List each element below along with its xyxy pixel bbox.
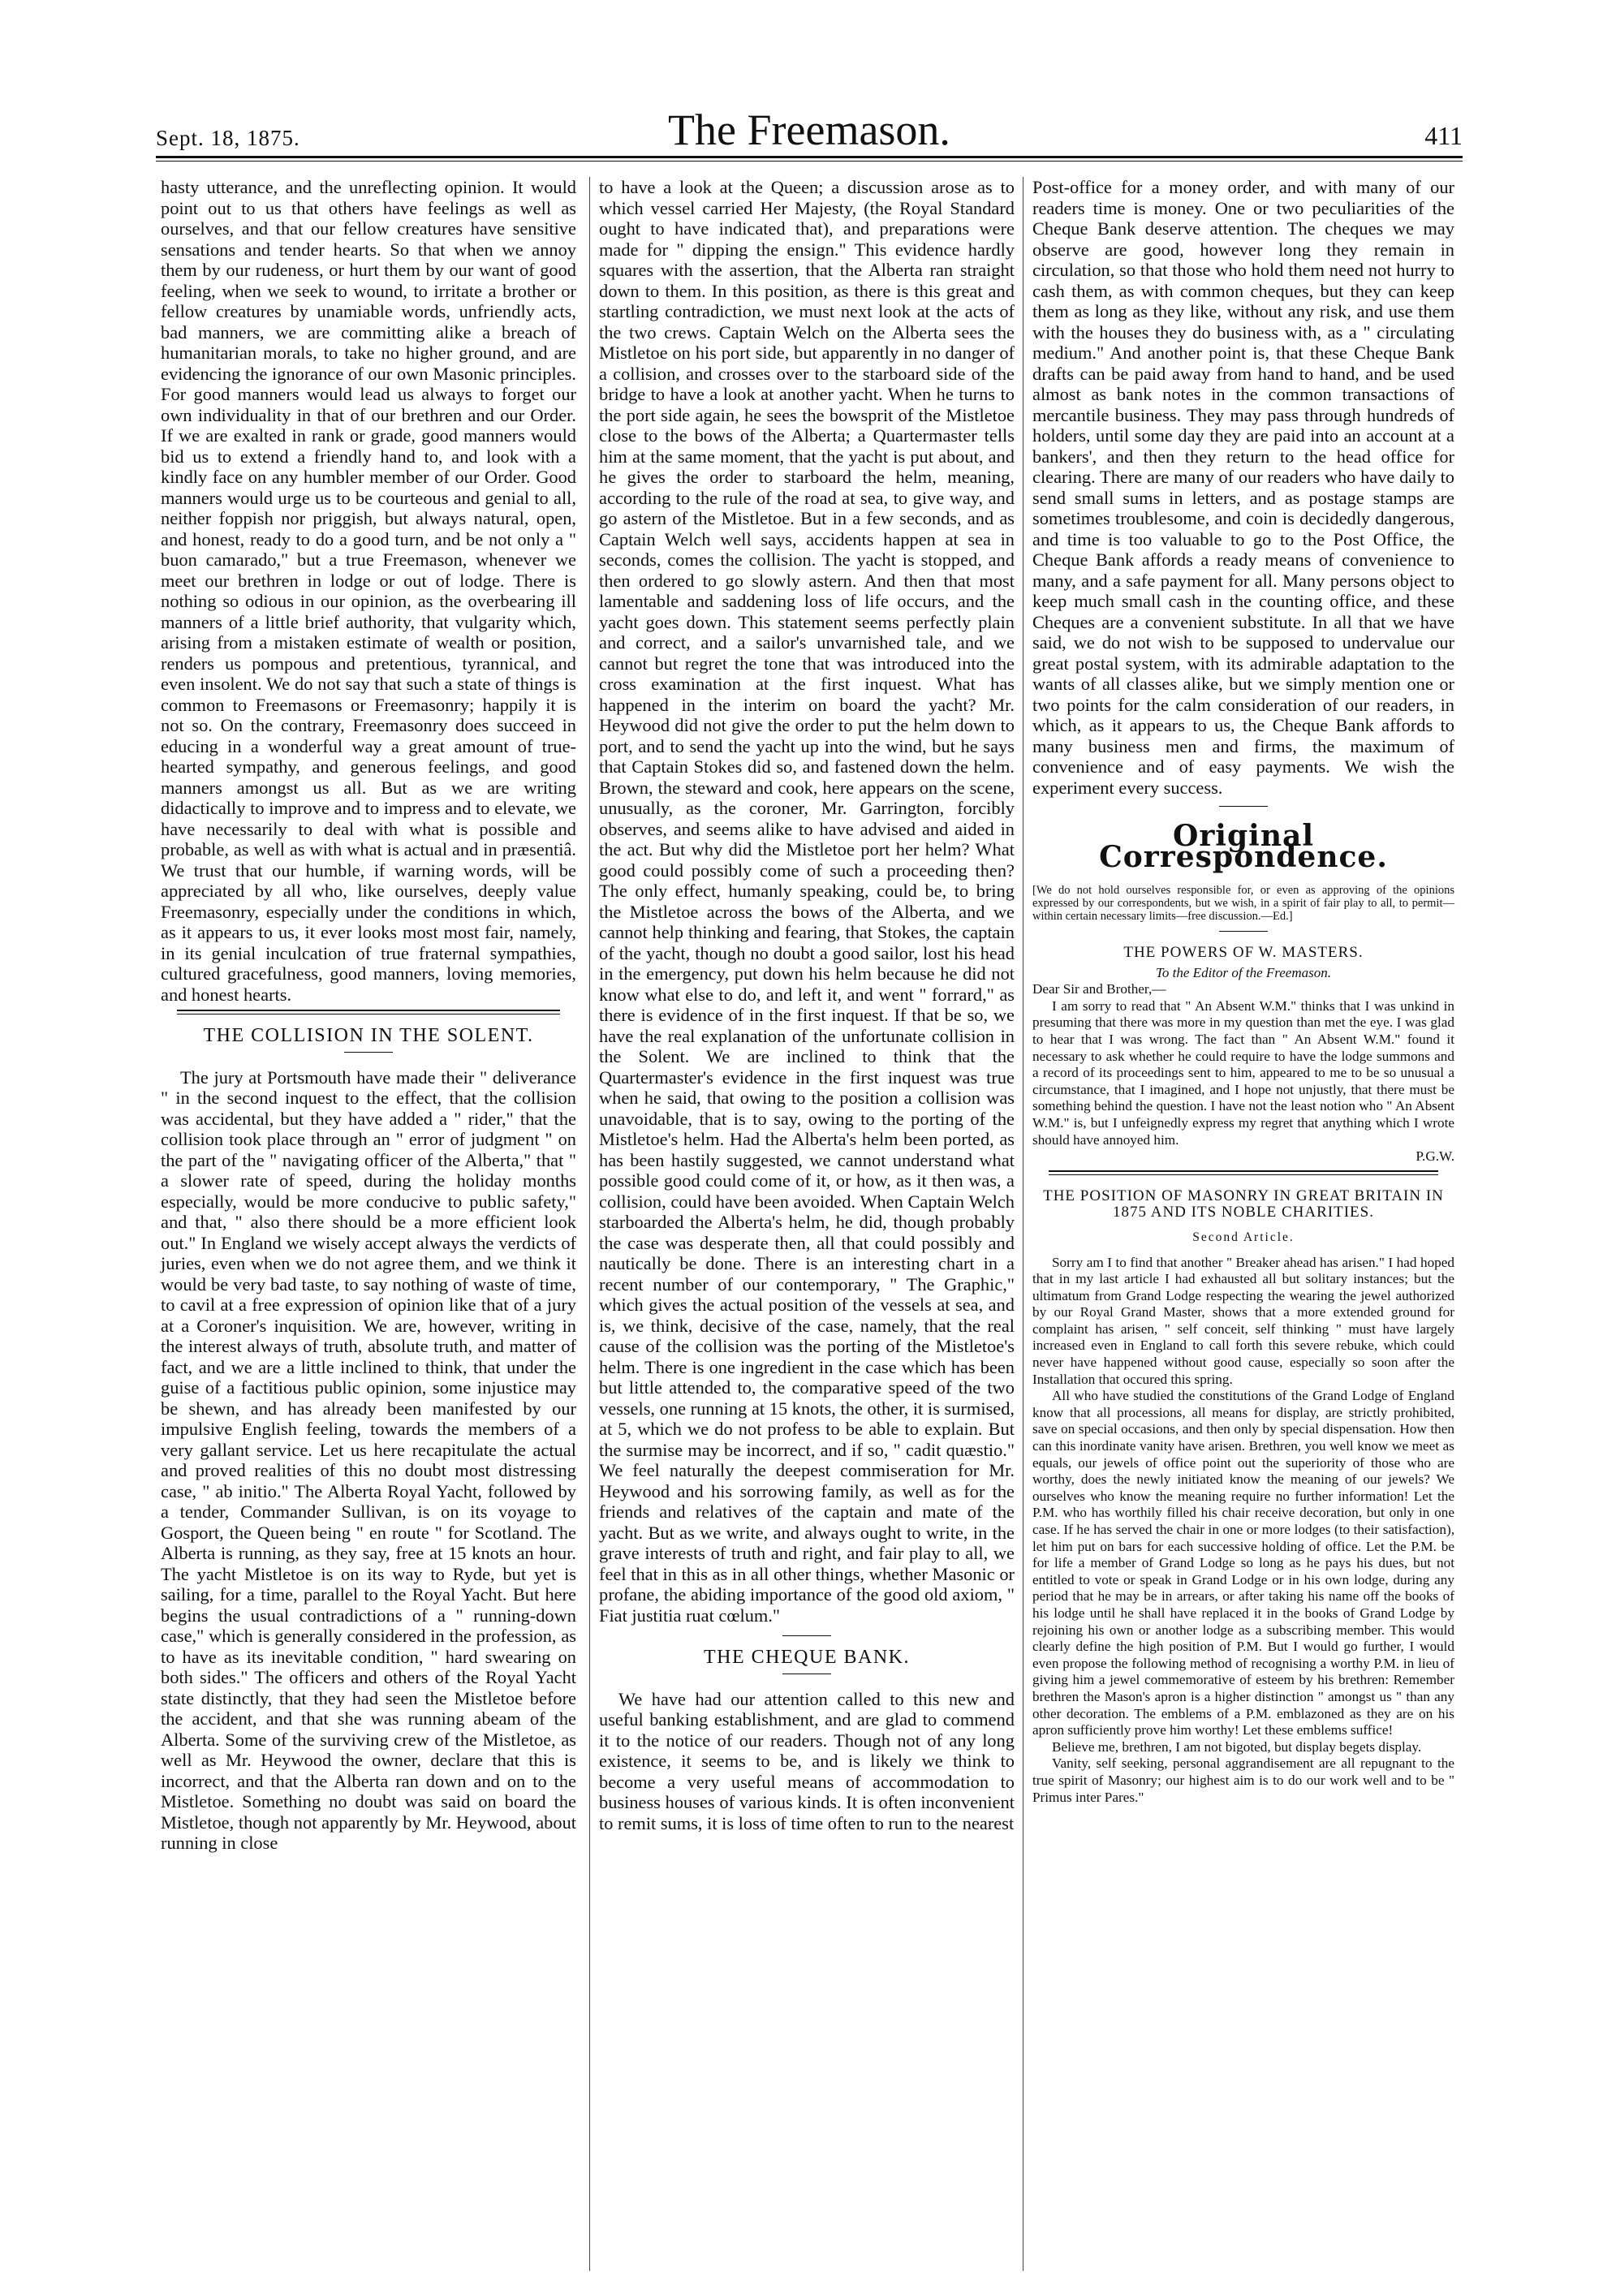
letter-addressee: To the Editor of the Freemason.	[1156, 964, 1331, 980]
column-divider	[589, 177, 590, 2271]
article-paragraph: hasty utterance, and the unreflecting opinion. It would point out to us that others have feelings as well as ourselves, and that our fellow creatures have sensitive sensations and tender hearts. So that when we annoy them by our rudeness, or hurt them by our want of good feeling, when we seek to wound, to irritate a brother or fellow creatures by unamiable words, unfriendly acts, bad manners, we are committing alike a breach of humanitarian morals, to take no higher ground, and are evidencing the ignorance of our own Masonic principles. For good manners would lead us always to forget our own individuality in that of our brethren and our Order. If we are exalted in rank or grade, good manners would bid us to extend a friendly hand to, and look with a kindly face on any humbler member of our Order. Good manners would urge us to be courteous and genial to all, neither foppish nor priggish, but always natural, open, and honest, ready to do a good turn, and be not only a " buon camarado," but a true Freemason, whenever we meet our brethren in lodge or out of lodge. There is nothing so odious in our opinion, as the overbearing ill manners of a little brief authority, that vulgarity which, arising from a mistaken estimate of wealth or position, renders us pompous and pretentious, tyrannical, and even insolent. We do not say that such a state of things is common to Freemasons or Freemasonry; happily it is not so. On the contrary, Freemasonry does succeed in educing in a wonderful way a great amount of true-hearted sympathy, and generous feelings, and good manners amongst us all. But as we are writing didactically to improve and to impress and to elevate, we have necessarily to deal with what is possible and probable, as well as with what is actual and in præsentiâ. We trust that our humble, if warning words, will be appreciated by all who, like ourselves, deeply value Freemasonry, especially under the conditions in which, as it appears to us, it ever looks most most fair, namely, in its genial inculcation of true fraternal sympathies, cultured gracefulness, good manners, loving memories, and honest hearts.	[161, 177, 576, 1005]
short-rule	[344, 1052, 393, 1053]
article-subheading: Second Article.	[1192, 1230, 1295, 1244]
letter-signature: P.G.W.	[1416, 1148, 1454, 1165]
short-rule	[1219, 806, 1268, 807]
article-heading-position-of-masonry: THE POSITION OF MASONRY IN GREAT BRITAIN IN 1875 AND ITS NOBLE CHARITIES.	[1043, 1187, 1444, 1221]
article-paragraph: The jury at Portsmouth have made their " deliverance " in the second inquest to the effect, that the collision was accidental, but they have added a " rider," that the collision took place through an " error of judgment " on the part of the " navigating officer of the Alberta," that " a slower rate of speed, during the holiday months especially, would be more conducive to public safety," and that, " also there should be a more efficient look out." In England we wisely accept always the verdicts of juries, even when we do not agree them, and we think it would be very bad taste, to say nothing of waste of time, to cavil at a free expression of opinion like that of a jury at a Coroner's inquisition. We are, however, writing in the interest always of truth, absolute truth, and matter of fact, and we are a little inclined to think, that under the guise of a factitious public opinion, some injustice may be shewn, and has already been manifested by our impulsive English feeling, towards the members of a very gallant service. Let us here recapitulate the actual and proved realities of this no doubt most distressing case, " ab initio." The Alberta Royal Yacht, followed by a tender, Commander Sullivan, is on its voyage to Gosport, the Queen being " en route " for Scotland. The Alberta is running, as they say, free at 15 knots an hour. The yacht Mistletoe is on its way to Ryde, but yet is sailing, for a time, parallel to the Royal Yacht. But here begins the usual contradictions of a " running-down case," which is generally considered in the profession, as to have as its inevitable condition, " hard swearing on both sides." The officers and others of the Royal Yacht state distinctly, that they had seen the Mistletoe before the accident, and that she was running abeam of the Alberta. Some of the surviving crew of the Mistletoe, as well as Mr. Heywood the owner, declare that this is incorrect, and that the Alberta ran down and on to the Mistletoe. Something no doubt was said on board the Mistletoe, though not apparently by Mr. Heywood, about running in close	[161, 1066, 576, 1853]
masthead	[156, 106, 1463, 154]
article-paragraph: to have a look at the Queen; a discussion arose as to which vessel carried Her Majesty, (the Royal Standard ought to have indicated that), and preparations were made for " dipping the ensign." This evidence hardly squares with the assertion, that the Alberta ran straight down to them. In this position, as there is this great and startling contradiction, we must next look at the acts of the two crews. Captain Welch on the Alberta sees the Mistletoe on his port side, but apparently in no danger of a collision, and crosses over to the starboard side of the bridge to have a look at another yacht. When he turns to the port side again, he sees the bowsprit of the Mistletoe close to the bows of the Alberta; a Quartermaster tells him at the same moment, that the yacht is put about, and he gives the order to starboard the helm, meaning, according to the rule of the road at sea, to give way, and go astern of the Mistletoe. But in a few seconds, and as Captain Welch well says, accidents happen at sea in seconds, comes the collision. The yacht is stopped, and then ordered to go slowly astern. And then that most lamentable and saddening loss of life occurs, and the yacht goes down. This statement seems perfectly plain and correct, and a sailor's unvarnished tale, and we cannot but regret the tone that was introduced into the cross examination at the first inquest. What has happened in the interim on board the yacht? Mr. Heywood did not give the order to put the helm down to port, and to send the yacht up into the wind, but he says that Captain Stokes did so, and fastened down the helm. Brown, the steward and cook, here appears on the scene, unusually, as the coroner, Mr. Garrington, forcibly observes, and seems alike to have advised and aided in the act. But why did the Mistletoe port her helm? What good could possibly come of such a proceeding then? The only effect, humanly speaking, could be, to bring the Mistletoe across the bows of the Alberta, and we cannot help thinking and fearing, that Stokes, the captain of the yacht, though no doubt a good sailor, lost his head in the emergency, put down his helm because he did not know what else to do, and left it, and went " forrard," as there is evidence of in the first inquest. If that be so, we have the real explanation of the unfortunate collision in the Solent. We are inclined to think that the Quartermaster's evidence in the first inquest was true when he said, that owing to the position a collision was unavoidable, that is to say, owing to the porting of the Mistletoe's helm. Had the Alberta's helm been ported, as has been hastily suggested, we cannot understand what possible good could come of it, or how, as it then was, a collision, could have been avoided. When Captain Welch starboarded the Alberta's helm, he did, though probably the case was desperate then, all that could possibly and nautically be done. There is an interesting chart in a recent number of our contemporary, " The Graphic," which gives the actual position of the vessels at sea, and is, we think, decisive of the case, namely, that the real cause of the collision was the porting of the Mistletoe's helm. There is one ingredient in the case which has been but little attended to, the comparative speed of the two vessels, one running at 15 knots, the other, it is surmised, at 5, which we do not profess to be able to explain. But the surmise may be incorrect, and if so, " cadit quæstio." We feel naturally the deepest commiseration for Mr. Heywood and his sorrowing family, as well as for the friends and relatives of the captain and mate of the yacht. But as we write, and always ought to write, in the grave interests of truth and right, and fair play to all, we feel that in this as in all other things, whether Masonic or profane, the abiding importance of the good old axiom, " Fiat justitia ruat cœlum."	[599, 177, 1015, 1626]
short-rule	[1219, 931, 1268, 932]
column-1	[161, 177, 576, 1854]
article-paragraph: We have had our attention called to this new and useful banking establishment, and are glad to commend it to the notice of our readers. Though not of any long existence, it seems to be, and is likely we think to become a very useful means of accommodation to business houses of various kinds. It is often inconvenient to remit sums, it is loss of time often to run to the nearest	[599, 1688, 1015, 1833]
section-rule	[1049, 1170, 1438, 1175]
article-heading-cheque-bank: THE CHEQUE BANK.	[704, 1647, 910, 1668]
article-paragraph: All who have studied the constitutions of the Grand Lodge of England know that all processions, all means for display, are strictly prohibited, save on special occasions, and then only by special dispensation. How then can this inordinate vanity have arisen. Brethren, you well know we meet as equals, our jewels of office point out the superiority of those who are worthy, does the newly initiated know the meaning of our jewels? We ourselves who know the meaning require no further information! Let the P.M. who has worthily filled his chair receive decoration, but only in one case. If he has served the chair in one or more lodges (to their satisfaction), let him put on bars for each successive holding of office. Let the P.M. be for life a member of Grand Lodge so long as he pays his dues, but not entitled to vote or speak in Grand Lodge or in his own lodge, during any period that he may be in arrears, or after taking his name off the books of his lodge until he shall have replaced it in the books of Grand Lodge by rejoining his own or another lodge as a subscribing member. This would clearly define the high position of P.M. But I would go further, I would even propose the following method of recognising a worthy P.M. in lieu of giving him a jewel commemorative of esteem by his brethren: Remember brethren the Mason's apron is a higher distinction " amongst us " than any other decoration. The emblems of a P.M. emblazoned as they are on his apron sufficiently prove him worthy! Let these emblems suffice!	[1032, 1388, 1454, 1738]
letter-heading: THE POWERS OF W. MASTERS.	[1123, 944, 1364, 961]
section-title-correspondence: Original Correspondence.	[1099, 819, 1388, 874]
header-rule	[156, 156, 1463, 158]
header-rule-thin	[156, 161, 1463, 162]
article-paragraph: Believe me, brethren, I am not bigoted, but display begets display.	[1052, 1738, 1422, 1755]
editorial-note: [We do not hold ourselves responsible for, or even as approving of the opinions expressed by our correspondents, but we wish, in a spirit of fair play to all, to permit—within certain necessary limits—free discussion.—Ed.]	[1032, 884, 1454, 923]
article-paragraph: Post-office for a money order, and with many of our readers time is money. One or two peculiarities of the Cheque Bank deserve attention. The cheques we may observe are good, however long they remain in circulation, so that those who hold them need not hurry to cash them, as with common cheques, but they can keep them as long as they like, without any risk, and use them with the houses they do business with, as a " circulating medium." And another point is, that these Cheque Bank drafts can be paid away from hand to hand, and be used almost as bank notes in the common transactions of mercantile business. They may pass through hundreds of holders, until some day they are paid into an account at a bankers', and then they return to the head office for clearing. There are many of our readers who have daily to send small sums in letters, and as postage stamps are sometimes troublesome, and coin is decidedly dangerous, and time is too valuable to go to the Post Office, the Cheque Bank affords a ready means of convenience to many, and a safe payment for all. Many persons object to keep much small cash in the counting office, and these Cheques are a convenient substitute. In all that we have said, we do not wish to be supposed to undervalue our great postal system, with its admirable adaptation to the wants of all classes alike, but we simply mention one or two points for the calm consideration of our readers, in which, as it appears to us, the Cheque Bank affords to many business men and firms, the maximum of convenience and of easy payments. We wish the experiment every success.	[1032, 177, 1454, 798]
column-3	[1032, 177, 1454, 1806]
letter-body: I am sorry to read that " An Absent W.M." thinks that I was unkind in presuming that there was more in my question than met the eye. I was glad to hear that I was wrong. The fact than " An Absent W.M." found it necessary to ask whether he could require to have the lodge summons and a record of its proceedings sent to him, appeared to me to be so unusual a circumstance, that I imagined, and I hope not unjustly, that there must be something behind the question. I have not the least notion who " An Absent W.M." is, but I unfeignedly express my regret that anything which I wrote should have annoyed him.	[1032, 997, 1454, 1148]
letter-salutation: Dear Sir and Brother,—	[1032, 981, 1166, 997]
column-2	[599, 177, 1015, 1833]
article-paragraph: Sorry am I to find that another " Breaker ahead has arisen." I had hoped that in my last article I had exhausted all but solitary instances; but the ultimatum from Grand Lodge respecting the wearing the jewel authorized by our Royal Grand Master, shows that a more extended ground for complaint has arisen, " self conceit, self thinking " must have largely increased even in England to call forth this severe rebuke, which could never have happened without good cause, especially so soon after the Installation that occured this spring.	[1032, 1254, 1454, 1387]
article-heading-collision: THE COLLISION IN THE SOLENT.	[203, 1025, 534, 1046]
article-paragraph: Vanity, self seeking, personal aggrandisement are all repugnant to the true spirit of Masonry; our highest aim is to do our work well and to be " Primus inter Pares."	[1032, 1755, 1454, 1805]
short-rule	[782, 1635, 831, 1636]
newspaper-title: The Freemason.	[668, 106, 950, 154]
issue-date: Sept. 18, 1875.	[156, 126, 300, 150]
page-number: 411	[1424, 121, 1463, 150]
section-rule	[177, 1010, 560, 1014]
